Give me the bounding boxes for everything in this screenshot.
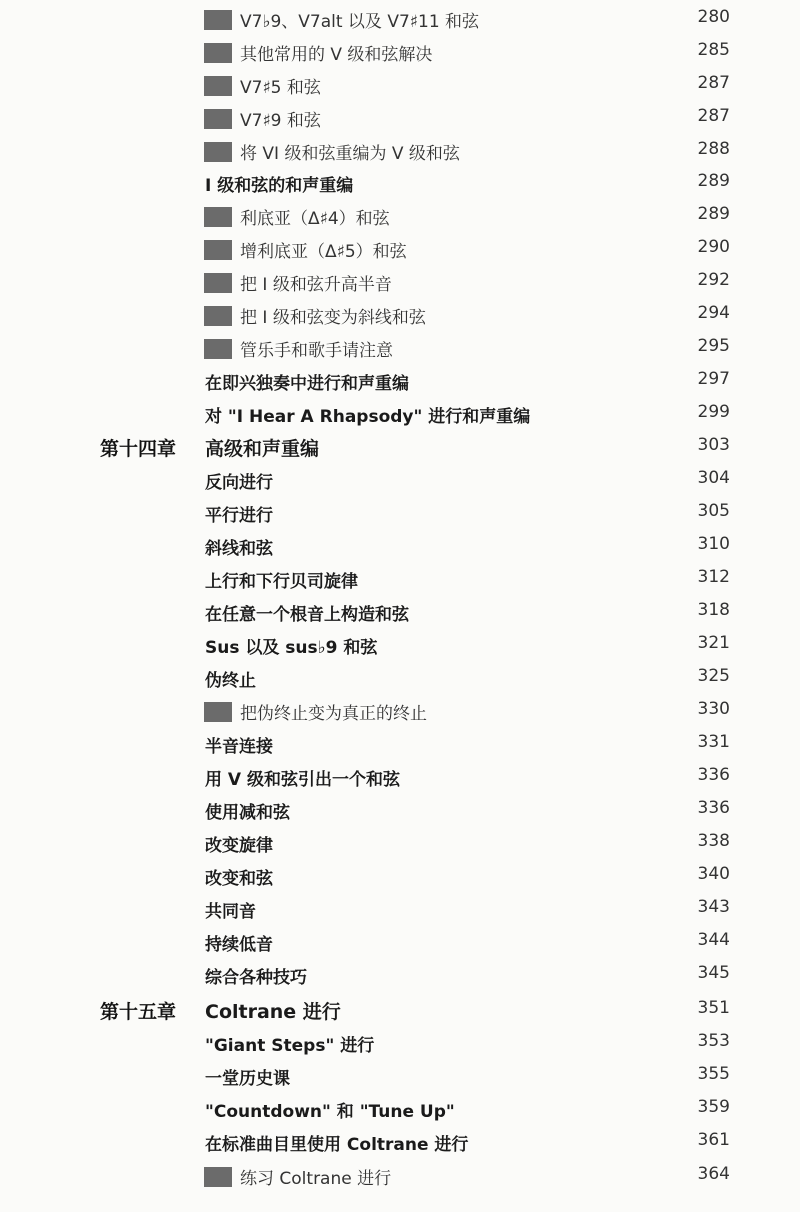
chapter-number: 第十四章 <box>100 438 177 460</box>
chapter-title: Coltrane 进行 <box>205 1001 341 1023</box>
entry-page: 303 <box>697 435 730 455</box>
entry-page: 287 <box>697 106 730 126</box>
toc-entry <box>0 1125 800 1158</box>
toc-entry <box>0 463 800 496</box>
section-marker <box>204 339 232 359</box>
toc-entry <box>0 1059 800 1092</box>
entry-title: 斜线和弦 <box>205 539 273 559</box>
toc-entry <box>0 826 800 859</box>
entry-page: 331 <box>697 732 730 752</box>
entry-title: "Countdown" 和 "Tune Up" <box>205 1102 455 1122</box>
entry-page: 312 <box>697 567 730 587</box>
toc-entry <box>0 661 800 694</box>
toc-entry <box>0 1159 800 1192</box>
entry-page: 290 <box>697 237 730 257</box>
entry-page: 338 <box>697 831 730 851</box>
entry-page: 294 <box>697 303 730 323</box>
entry-title: 使用减和弦 <box>205 803 290 823</box>
entry-page: 336 <box>697 765 730 785</box>
entry-title: "Giant Steps" 进行 <box>205 1036 375 1056</box>
entry-title: V7♭9、V7alt 以及 V7♯11 和弦 <box>240 12 480 32</box>
entry-title: 伪终止 <box>205 671 256 691</box>
entry-page: 292 <box>697 270 730 290</box>
toc-entry <box>0 760 800 793</box>
entry-title: 持续低音 <box>205 935 273 955</box>
toc-entry <box>0 562 800 595</box>
entry-page: 288 <box>697 139 730 159</box>
entry-page: 310 <box>697 534 730 554</box>
toc-entry <box>0 331 800 364</box>
toc-entry <box>0 793 800 826</box>
toc-entry <box>0 2 800 35</box>
toc-entry <box>0 397 800 430</box>
section-marker <box>204 1167 232 1187</box>
entry-title: 综合各种技巧 <box>205 968 307 988</box>
entry-title: 练习 Coltrane 进行 <box>240 1169 392 1189</box>
toc-entry <box>0 529 800 562</box>
toc-entry <box>0 1026 800 1059</box>
entry-title: V7♯9 和弦 <box>240 111 321 131</box>
toc-entry <box>0 68 800 101</box>
entry-title: 一堂历史课 <box>205 1069 290 1089</box>
entry-page: 285 <box>697 40 730 60</box>
toc-entry <box>0 35 800 68</box>
chapter-heading <box>0 993 800 1026</box>
entry-page: 351 <box>697 998 730 1018</box>
section-marker <box>204 109 232 129</box>
toc-entry <box>0 496 800 529</box>
entry-page: 295 <box>697 336 730 356</box>
section-marker <box>204 76 232 96</box>
entry-page: 289 <box>697 171 730 191</box>
entry-page: 297 <box>697 369 730 389</box>
toc-entry <box>0 628 800 661</box>
toc-entry <box>0 595 800 628</box>
entry-title: 上行和下行贝司旋律 <box>205 572 358 592</box>
entry-page: 345 <box>697 963 730 983</box>
section-marker <box>204 306 232 326</box>
entry-title: 把伪终止变为真正的终止 <box>240 704 427 724</box>
entry-title: I 级和弦的和声重编 <box>205 176 354 196</box>
entry-page: 340 <box>697 864 730 884</box>
toc-entry <box>0 1092 800 1125</box>
section-marker <box>204 702 232 722</box>
entry-page: 325 <box>697 666 730 686</box>
entry-title: 其他常用的 V 级和弦解决 <box>240 45 433 65</box>
section-marker <box>204 43 232 63</box>
section-marker <box>204 207 232 227</box>
entry-title: 把 I 级和弦升高半音 <box>240 275 392 295</box>
entry-title: 将 VI 级和弦重编为 V 级和弦 <box>240 144 460 164</box>
entry-title: 用 V 级和弦引出一个和弦 <box>205 770 400 790</box>
entry-title: 管乐手和歌手请注意 <box>240 341 393 361</box>
entry-title: 利底亚（Δ♯4）和弦 <box>240 209 390 229</box>
entry-title: 把 I 级和弦变为斜线和弦 <box>240 308 426 328</box>
entry-title: 在即兴独奏中进行和声重编 <box>205 374 409 394</box>
entry-page: 343 <box>697 897 730 917</box>
entry-page: 321 <box>697 633 730 653</box>
entry-title: 在标准曲目里使用 Coltrane 进行 <box>205 1135 469 1155</box>
entry-title: V7♯5 和弦 <box>240 78 321 98</box>
chapter-heading <box>0 430 800 463</box>
entry-title: Sus 以及 sus♭9 和弦 <box>205 638 378 658</box>
entry-page: 299 <box>697 402 730 422</box>
toc-entry <box>0 199 800 232</box>
entry-title: 半音连接 <box>205 737 273 757</box>
entry-page: 336 <box>697 798 730 818</box>
toc-entry <box>0 101 800 134</box>
entry-page: 364 <box>697 1164 730 1184</box>
entry-page: 305 <box>697 501 730 521</box>
entry-title: 在任意一个根音上构造和弦 <box>205 605 409 625</box>
toc-entry <box>0 364 800 397</box>
toc-entry <box>0 298 800 331</box>
chapter-number: 第十五章 <box>100 1001 177 1023</box>
toc-entry <box>0 859 800 892</box>
entry-page: 318 <box>697 600 730 620</box>
section-marker <box>204 10 232 30</box>
toc-entry <box>0 958 800 991</box>
toc-entry <box>0 892 800 925</box>
entry-page: 289 <box>697 204 730 224</box>
entry-page: 355 <box>697 1064 730 1084</box>
toc-entry <box>0 727 800 760</box>
toc-entry <box>0 694 800 727</box>
entry-page: 304 <box>697 468 730 488</box>
entry-page: 353 <box>697 1031 730 1051</box>
entry-title: 平行进行 <box>205 506 273 526</box>
entry-page: 330 <box>697 699 730 719</box>
entry-title: 增利底亚（Δ♯5）和弦 <box>240 242 407 262</box>
section-marker <box>204 273 232 293</box>
toc-entry <box>0 925 800 958</box>
entry-title: 改变和弦 <box>205 869 273 889</box>
entry-page: 280 <box>697 7 730 27</box>
entry-page: 361 <box>697 1130 730 1150</box>
section-marker <box>204 142 232 162</box>
entry-title: 对 "I Hear A Rhapsody" 进行和声重编 <box>205 407 531 427</box>
entry-page: 344 <box>697 930 730 950</box>
entry-title: 共同音 <box>205 902 256 922</box>
entry-title: 改变旋律 <box>205 836 273 856</box>
entry-title: 反向进行 <box>205 473 273 493</box>
chapter-title: 高级和声重编 <box>205 438 320 460</box>
entry-page: 359 <box>697 1097 730 1117</box>
toc-entry <box>0 232 800 265</box>
entry-page: 287 <box>697 73 730 93</box>
toc-entry <box>0 265 800 298</box>
toc-entry <box>0 134 800 167</box>
section-marker <box>204 240 232 260</box>
toc-entry <box>0 166 800 199</box>
